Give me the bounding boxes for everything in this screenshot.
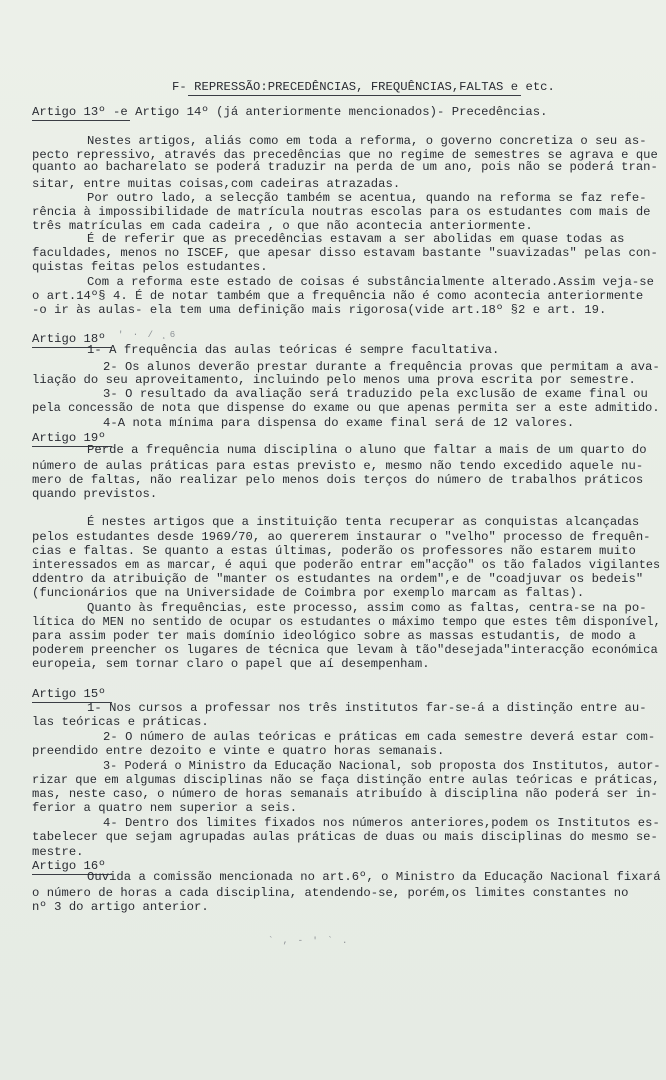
paragraph-line: Nestes artigos, aliás como em toda a reforma, o governo concretiza o seu as- <box>87 134 647 148</box>
article-18-heading: Artigo 18º <box>32 332 106 346</box>
paragraph-line: 1- Nos cursos a professar nos três institutos far-se-á a distinção entre au- <box>87 701 647 715</box>
paragraph-line: faculdades, menos no ISCEF, que apesar disso estavam bastante "suavizadas" pelas con- <box>32 246 658 260</box>
paragraph-line: pelos estudantes desde 1969/70, ao quererem instaurar o "velho" processo de frequên- <box>32 530 651 544</box>
intro-heading-underline <box>32 120 130 121</box>
paragraph-line: europeia, sem tornar claro o papel que aí desempenham. <box>32 657 430 671</box>
paragraph-line: Quanto às frequências, este processo, assim como as faltas, centra-se na po- <box>87 601 647 615</box>
paragraph-line: nº 3 do artigo anterior. <box>32 900 209 914</box>
page-smudge-marks: ` , - ' ` . <box>268 936 350 946</box>
paragraph-line: 4- Dentro dos limites fixados nos números anteriores,podem os Institutos es- <box>103 816 660 830</box>
paragraph-line: rizar que em algumas disciplinas não se faça distinção entre aulas teóricas e práticas, <box>32 773 660 787</box>
paragraph-line: (funcionários que na Universidade de Coimbra por exemplo marcam as faltas). <box>32 586 585 600</box>
paragraph-line: 1- A frequência das aulas teóricas é sempre facultativa. <box>87 343 500 357</box>
title-underline <box>188 95 521 96</box>
paragraph-line: poderem preencher os lugares de técnica que levam à tão"desejada"interacção económica <box>32 643 658 657</box>
paragraph-line: -o ir às aulas- ela tem uma definição mais rigorosa(vide art.18º §2 e art. 19. <box>32 303 607 317</box>
paragraph-line: ferior a quatro nem superior a seis. <box>32 801 298 815</box>
paragraph-line: o número de horas a cada disciplina, atendendo-se, porém,os limites constantes no <box>32 886 629 900</box>
paragraph-line: 3- Poderá o Ministro da Educação Nacional, sob proposta dos Institutos, autor- <box>103 759 661 773</box>
paragraph-line: o art.14º§ 4. É de notar também que a frequência não é como acontecia anteriormente <box>32 289 644 303</box>
paragraph-line: sitar, entre muitas coisas,com cadeiras atrazadas. <box>32 177 401 191</box>
paragraph-line: pecto repressivo, através das precedências que no regime de semestres se agrava e que <box>32 148 658 162</box>
paragraph-line: Perde a frequência numa disciplina o aluno que faltar a mais de um quarto do <box>87 443 647 457</box>
paragraph-line: las teóricas e práticas. <box>32 715 209 729</box>
paragraph-line: interessados em as marcar, é aqui que poderão entrar em"acção" os tão falados vigilantes <box>32 558 661 572</box>
paragraph-line: preendido entre dezoito e vinte e quatro horas semanais. <box>32 744 445 758</box>
paragraph-line: cias e faltas. Se quanto a estas últimas, poderão os professores não estarem muito <box>32 544 636 558</box>
paragraph-line: quanto ao bacharelato se poderá traduzir na perda de um ano, pois não se poderá tran- <box>32 160 658 174</box>
paragraph-line: Com a reforma este estado de coisas é substâncialmente alterado.Assim veja-se <box>87 275 655 289</box>
paragraph-line: 3- O resultado da avaliação será traduzido pela exclusão de exame final ou <box>103 387 648 401</box>
paragraph-line: quando previstos. <box>32 487 158 501</box>
article-15-heading: Artigo 15º <box>32 687 106 701</box>
paragraph-line: lítica do MEN no sentido de ocupar os estudantes o máximo tempo que estes têm disponível, <box>32 615 661 629</box>
paragraph-line: para assim poder ter mais domínio ideológico sobre as massas estudantis, de modo a <box>32 629 636 643</box>
paragraph-line: número de aulas práticas para estas previsto e, mesmo não tendo excedido aquele nu- <box>32 459 644 473</box>
paragraph-line: ddentro da atribuição de "manter os estudantes na ordem",e de "coadjuvar os bedeis" <box>32 572 644 586</box>
intro-heading: Artigo 13º -e Artigo 14º (já anteriormente mencionados)- Precedências. <box>32 105 548 119</box>
paragraph-line: mero de faltas, não realizar pelo menos dois terços do número de trabalhos práticos <box>32 473 644 487</box>
paragraph-line: rência à impossibilidade de matrícula noutras escolas para os estudantes com mais de <box>32 205 651 219</box>
paragraph-line: 4-A nota mínima para dispensa do exame final será de 12 valores. <box>103 416 575 430</box>
article-19-heading: Artigo 19º <box>32 431 106 445</box>
paragraph-line: pela concessão de nota que dispense do exame ou que apenas permita ser a este admitido. <box>32 401 660 415</box>
paragraph-line: Ouvida a comissão mencionada no art.6º, o Ministro da Educação Nacional fixará <box>87 870 661 884</box>
paragraph-line: três matrículas em cada cadeira , o que não acontecia anteriormente. <box>32 219 533 233</box>
paragraph-line: tabelecer que sejam agrupadas aulas práticas de duas ou mais disciplinas do mesmo se- <box>32 830 658 844</box>
article-16-heading: Artigo 16º <box>32 859 106 873</box>
paragraph-line: liação do seu aproveitamento, incluindo pelo menos uma prova escrita por semestre. <box>32 373 636 387</box>
paragraph-line: 2- Os alunos deverão prestar durante a frequência provas que permitam a ava- <box>103 360 660 374</box>
paragraph-line: 2- O número de aulas teóricas e práticas em cada semestre deverá estar com- <box>103 730 656 744</box>
paragraph-line: quistas feitas pelos estudantes. <box>32 260 268 274</box>
stamp-smudge: ' · / ¸6 <box>118 330 178 340</box>
paragraph-line: mestre. <box>32 845 84 859</box>
paragraph-line: mas, neste caso, o número de horas semanais atribuído à disciplina não poderá ser in- <box>32 787 658 801</box>
paragraph-line: É de referir que as precedências estavam a ser abolidas em quase todas as <box>87 232 625 246</box>
paragraph-line: É nestes artigos que a instituição tenta recuperar as conquistas alcançadas <box>87 515 640 529</box>
paragraph-line: Por outro lado, a selecção também se acentua, quando na reforma se faz refe- <box>87 191 647 205</box>
section-title: F- REPRESSÃO:PRECEDÊNCIAS, FREQUÊNCIAS,FALTAS e etc. <box>172 80 555 94</box>
